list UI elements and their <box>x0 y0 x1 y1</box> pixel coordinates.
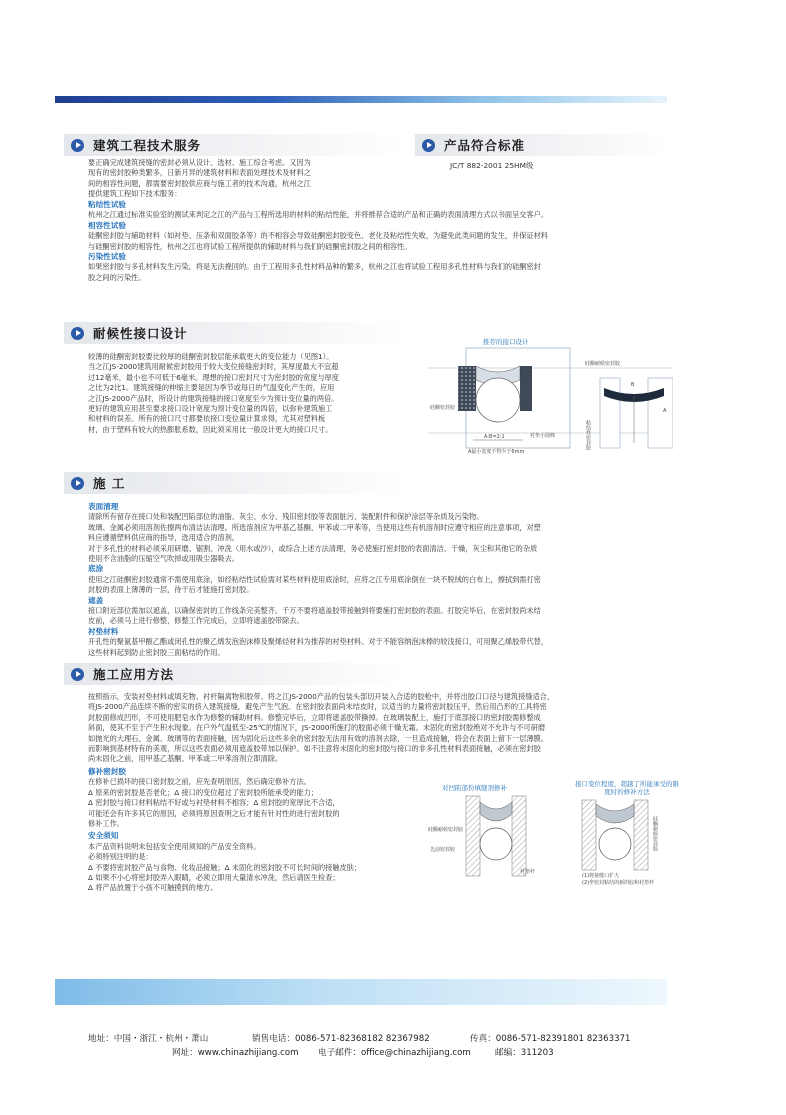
item-line: 接口附近部位需加以遮盖，以确保密封的工作线条完美整齐。千万不要将遮盖胶带接触到将要施打密封胶的表面。打胶完毕后，在密封胶尚未结 <box>88 606 541 616</box>
body-line: 将JS-2000产品连续不断的密实的挤入建筑接缝，避免产生气泡。在密封胶表面尚未结皮时，以适当的力量将密封胶压平，然后用凸形的工具将密 <box>88 702 547 712</box>
body-line: 当之江JS-2000建筑用耐候密封胶用于较大变位接缝密封时，其厚度最大不宜超 <box>88 362 339 372</box>
standard-title: 产品符合标准 <box>444 138 526 153</box>
repair-line: Δ 原来的密封胶是否老化；Δ 接口的变位超过了密封胶所能承受的能力； <box>88 787 319 797</box>
item-heading: 相容性试验 <box>88 220 126 230</box>
body-line: 封胶面修成凹形，不可使用肥皂水作为修整的辅助材料。修整完毕后，立即将遮盖胶带撕掉。在玻璃装配上，施打于底部接口的密封胶需修整成 <box>88 712 541 722</box>
item-line: 清除所有留存在接口处和装配凹陷部位的油脂、灰尘、水分、残旧密封胶等表面脏污、装配附件和保护涂层等杂质及污染物。 <box>88 512 484 522</box>
weather-title: 耐候性接口设计 <box>93 326 188 341</box>
body-line: 之江JS-2000产品时，所设计的建筑接缝的接口宽度至少为预计变位量的两倍。 <box>88 393 339 403</box>
repair-line: 修补工作。 <box>88 819 124 829</box>
joint-design-drawing <box>428 338 673 460</box>
item-line: 料应遵循塑料供应商的指导，选用适合的溶剂。 <box>88 533 239 543</box>
item-heading: 遮盖 <box>88 595 104 605</box>
repair-block <box>88 767 418 894</box>
body-line: 较薄的硅酮密封胶要比较厚的硅酮密封胶层能承载更大的变位能力（见图1）。 <box>88 352 334 361</box>
weather-header <box>71 321 188 345</box>
repair-diagram-concave <box>428 784 548 879</box>
diagram-label: 硅酮耐候密封胶 <box>428 827 464 833</box>
services-items <box>88 200 673 283</box>
footer-email: 电子邮件：office@chinazhijiang.com <box>318 1048 471 1058</box>
safety-heading: 安全须知 <box>88 831 119 841</box>
body-line: 之比为2比1。建筑接缝的伸缩主要是因为季节或每日的气温变化产生的，应用 <box>88 383 335 393</box>
bullet-arrow-icon <box>71 668 84 681</box>
item-line: 皮前，必须马上进行修整，修整工作完成后，立即将遮盖胶带除去。 <box>88 616 304 626</box>
diagram-label: 衬垫杆 <box>520 869 536 875</box>
footer-address: 地址：中国・浙江・杭州・萧山 <box>88 1034 209 1044</box>
intro-line: 间的相容性问题，都需要密封胶供应商与施工者的技术沟通，杭州之江 <box>88 178 311 188</box>
intro-line: 要正确完成建筑接缝的密封必须从设计、选材、施工综合考虑。又因为 <box>88 158 311 167</box>
item-heading: 粘结性试验 <box>88 200 126 209</box>
item-line: 与硅酮密封胶的相容性，杭州之江也将试验工程所提供的辅助材料与我们的硅酮密封胶之间的相容性。 <box>88 241 412 251</box>
item-line: 玻璃、金属必须用溶剂佐擦两布清洁法清理。所选溶剂应为甲基乙基酮、甲苯或二甲苯等，当使用这些有机溶剂时应遵守相应的注意事项，对塑 <box>88 522 541 532</box>
diagram-title: 接口变位程度，超越了所能承受的限度时的修补方法 <box>575 780 679 796</box>
item-heading: 表面清理 <box>88 502 119 511</box>
bullet-arrow-icon <box>422 139 435 152</box>
bottom-gradient-bar <box>55 979 667 1005</box>
item-line: 如果密封胶与多孔材料发生污染，将是无法挽回的。由于工程用多孔性材料品种的繁多，杭州之江也将试验工程用多孔性材料与我们的硅酮密封 <box>88 262 541 272</box>
item-heading: 污染性试验 <box>88 252 126 262</box>
safety-line: 必须特别注明的是： <box>88 852 153 862</box>
item-line: 这些材料起到防止密封胶三面粘结的作用。 <box>88 647 225 657</box>
services-intro <box>88 158 408 200</box>
item-heading: 衬垫材料 <box>88 626 119 636</box>
diagram-label: 硅酮耐候密封胶 <box>585 361 621 367</box>
diagram-label: 硅酮耐候密封胶 <box>652 816 658 851</box>
standard-header <box>422 133 525 157</box>
body-line: 如抛光的大理石、金属、玻璃等的表面接触，因为固化后这些多余的密封胶无法用有效的溶剂去除，一旦造成接触，将会在表面上留下一层薄膜。 <box>88 733 549 743</box>
diagram-label: (2)坐密封粘结的新的胶和衬垫杆 <box>582 880 655 886</box>
diagram-label: 先前密封胶 <box>430 847 456 853</box>
safety-line: 本产品资料说明未包括安全使用须知的产品安全资料。 <box>88 841 261 851</box>
construction-header <box>71 471 125 495</box>
diagram-label: 粘结性密封胶 <box>585 420 591 450</box>
top-gradient-bar <box>55 96 667 103</box>
application-title: 施工应用方法 <box>93 667 175 682</box>
construction-body <box>88 502 678 658</box>
services-header <box>71 133 201 157</box>
item-line: 硅酮密封胶与辅助材料（如衬垫、压条和双面胶条等）的不相容会导致硅酮密封胶变色、老化及粘结性失败，为避免此类问题的发生，并保证材料 <box>88 231 549 241</box>
item-line: 杭州之江通过标准实验室的测试来判定之江的产品与工程所选用的材料的粘结性能，并将推荐合适的产品和正确的表面清理方式以书面呈交客户。 <box>88 210 549 220</box>
construction-title: 施 工 <box>93 476 126 491</box>
intro-line: 提供建筑工程如下技术服务： <box>88 189 182 199</box>
body-line: 斜面，使其不至于产生积水现象。在户外气温低至-25℃的情况下，JS-2000所施打的胶面必须干燥无霜。未固化的密封胶绝对不允许与不可研磨 <box>88 723 546 733</box>
services-title: 建筑工程技术服务 <box>93 138 202 153</box>
body-line: 尚未固化之前，用甲基乙基酮、甲苯或二甲苯溶剂立即清除。 <box>88 754 283 764</box>
body-line: 而影响到基材特有的美观，所以这些表面必须用遮盖胶带加以保护。如不注意将未固化的密封胶与接口的非多孔性材料表面接触，必须在密封胶 <box>88 744 541 754</box>
safety-line: Δ 如果不小心将密封胶弄入眼睛，必须立即用大量清水冲洗，然后请医生检查； <box>88 873 340 883</box>
item-line: 使用不含油脂的压缩空气吹掉或用吸尘器吸去。 <box>88 554 239 564</box>
repair-line: 在修补已损坏的接口密封胶之前，应先查明原因，然后确定修补方法。 <box>88 777 311 787</box>
item-line: 对于多孔性的材料必须采用研磨、锯割、冲洗（用水或沙），或综合上述方法清理，务必使施打密封胶的表面清洁、干燥，灰尘和其他它的杂质 <box>88 543 538 553</box>
application-header <box>71 662 174 686</box>
item-line: 胶之间的污染性。 <box>88 272 146 282</box>
bullet-arrow-icon <box>71 139 84 152</box>
intro-line: 现有的密封胶种类繁多，日新月异的建筑材料和表面处理技术及材料之 <box>88 168 311 178</box>
diagram-label: 衬垫小圆棒 <box>530 433 556 439</box>
bullet-arrow-icon <box>71 477 84 490</box>
body-line: 和材料的误差。所有的接口尺寸都要依接口变位量计算求得，尤其对塑料板 <box>88 414 326 424</box>
footer-web: 网址：www.chinazhijiang.com <box>172 1048 299 1058</box>
footer-fax: 传真：0086-571-82391801 82363371 <box>470 1034 631 1044</box>
diagram-label: A最小宽度不得少于6mm <box>468 449 525 455</box>
body-line: 更好的建筑应用甚至要求接口设计宽度为预计变位量的四倍，以弥补建筑施工 <box>88 404 333 414</box>
diagram-label: (1)将接缝口扩大 <box>582 873 620 879</box>
repair-heading: 修补密封胶 <box>88 767 126 776</box>
repair-line: 可能还会有许多其它的原因，必须将原因查明之后才能有针对性的进行密封胶的 <box>88 808 340 818</box>
diagram-label: 硅酮密封胶 <box>430 405 456 411</box>
item-line: 开孔性的聚氨基甲酸乙酯或闭孔性的聚乙烯发泡泡沫棒及聚烯烃材料为推荐的衬垫材料。对于不能容纳泡沫棒的较浅接口，可用聚乙烯胶带代替， <box>88 637 549 647</box>
repair-line: Δ 密封胶与接口材料粘结不好或与衬垫材料不相容；Δ 密封胶的宽厚比不合适， <box>88 798 340 808</box>
diagram-label: B <box>631 382 635 388</box>
diagram-title: 推荐的接口设计 <box>483 338 529 346</box>
safety-line: Δ 不要将密封胶产品与食物、化妆品接触；Δ 未固化的密封胶不可长时间的接触皮肤； <box>88 862 362 872</box>
footer-postcode: 邮编：311203 <box>495 1048 554 1058</box>
body-line: 按照指示，安装衬垫材料或填充物、衬杆隔离物和胶带。将之江JS-2000产品的包装头部切开装入合适的胶枪中，并将出胶口口径与建筑接缝适合， <box>88 692 555 701</box>
standard-value: JC/T 882-2001 25HM级 <box>450 161 534 170</box>
repair-diagram-overlimit <box>572 780 682 890</box>
body-line: 过12毫米，最小也不可低于6毫米。理想的接口密封尺寸为密封胶的宽度与厚度 <box>88 372 339 382</box>
diagram-label: A <box>663 408 667 414</box>
weather-body <box>88 352 423 435</box>
item-line: 使用之江硅酮密封胶通常不需使用底涂，如经粘结性试验需对某些材料使用底涂时，应将之江专用底涂倒在一块不脱绒的白布上，擦拭到需打密 <box>88 574 541 584</box>
bullet-arrow-icon <box>71 327 84 340</box>
diagram-label: A:B=2:1 <box>484 434 505 440</box>
application-body <box>88 692 678 765</box>
item-heading: 底涂 <box>88 564 104 574</box>
safety-line: Δ 将产品放置于小孩不可触摸到的地方。 <box>88 883 218 893</box>
diagram-title: 对凹陷部份填缝剂修补 <box>442 784 507 792</box>
body-line: 材，由于塑料有较大的热膨胀系数，因此须采用比一般设计更大的接口尺寸。 <box>88 424 333 434</box>
item-line: 封胶的表面上薄薄的一层，待干后才能施打密封胶。 <box>88 585 254 595</box>
joint-design-diagram <box>428 338 673 460</box>
footer-sales: 销售电话：0086-571-82368182 82367982 <box>252 1034 430 1044</box>
